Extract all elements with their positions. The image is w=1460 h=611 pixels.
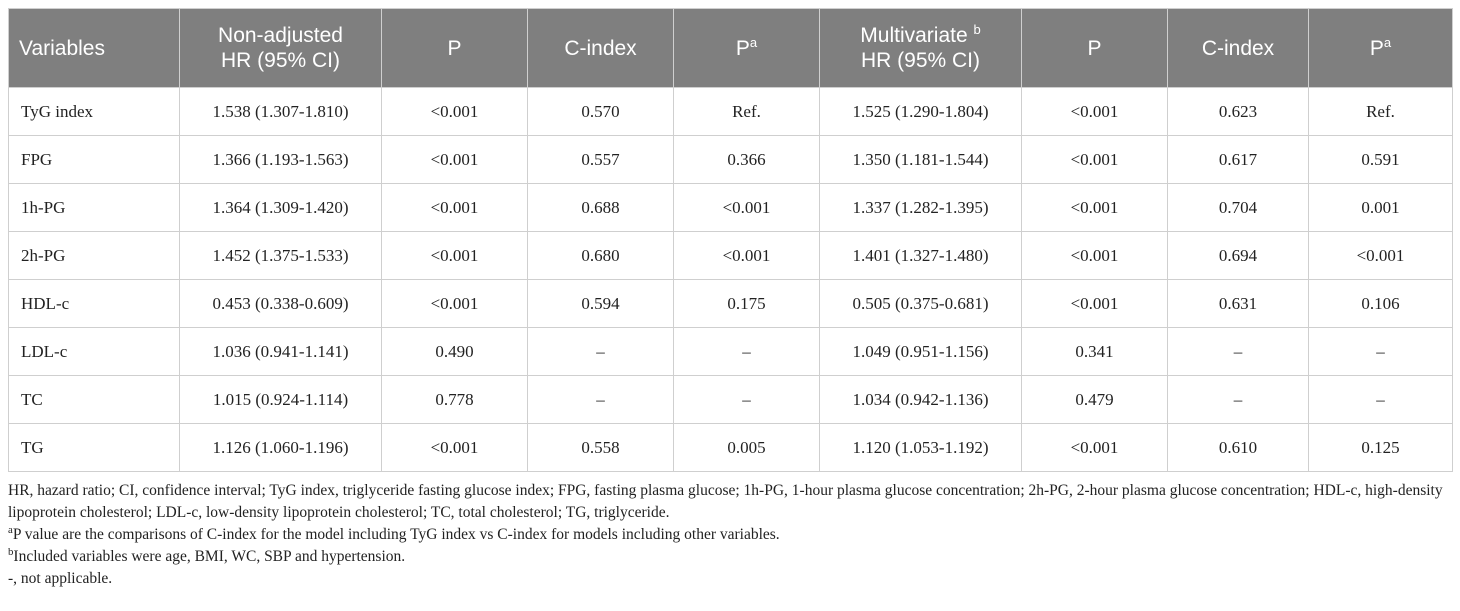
cell-p-multivariate: 0.341 (1022, 328, 1168, 376)
cell-cindex-nonadjusted: 0.594 (528, 280, 674, 328)
table-row (9, 232, 1453, 280)
cell-pa-multivariate: 0.001 (1309, 184, 1453, 232)
table-row (9, 328, 1453, 376)
footnote-b-marker: b (8, 545, 14, 558)
footnote-b-text: Included variables were age, BMI, WC, SBP and hypertension. (13, 548, 406, 565)
header-multivariate-line1 (826, 23, 1015, 48)
cell-cindex-multivariate: 0.610 (1168, 424, 1309, 472)
footnote-a (8, 524, 1452, 546)
cell-pa-nonadjusted: – (674, 328, 820, 376)
cell-hr-multivariate: 1.337 (1.282-1.395) (820, 184, 1022, 232)
cell-variable: LDL-c (9, 328, 180, 376)
cell-p-nonadjusted: <0.001 (382, 424, 528, 472)
cell-cindex-multivariate: 0.694 (1168, 232, 1309, 280)
header-variables: Variables (9, 9, 180, 88)
cell-p-multivariate: <0.001 (1022, 136, 1168, 184)
cell-variable: TyG index (9, 88, 180, 136)
cell-p-multivariate: <0.001 (1022, 424, 1168, 472)
cell-p-multivariate: 0.479 (1022, 376, 1168, 424)
cell-hr-nonadjusted: 0.453 (0.338-0.609) (180, 280, 382, 328)
cell-hr-multivariate: 1.034 (0.942-1.136) (820, 376, 1022, 424)
footnote-a-text: P value are the comparisons of C-index for the model including TyG index vs C-index for models including other variables. (12, 526, 780, 543)
cell-pa-multivariate: <0.001 (1309, 232, 1453, 280)
cell-pa-nonadjusted: 0.175 (674, 280, 820, 328)
cell-hr-nonadjusted: 1.036 (0.941-1.141) (180, 328, 382, 376)
header-multivariate-hr (820, 9, 1022, 88)
header-row (9, 9, 1453, 88)
cell-pa-nonadjusted: 0.005 (674, 424, 820, 472)
footnote-abbreviations: HR, hazard ratio; CI, confidence interval; TyG index, triglyceride fasting glucose index; FPG, fasting plasma glucose; 1h-PG, 1-hour plasma glucose concentration; 2h-PG, 2-hour plasma glucose concentration; HDL-c, high-density lipoprotein cholesterol; LDL-c, low-density lipoprotein cholesterol; TC, total cholesterol; TG, triglyceride. (8, 482, 1443, 521)
cell-pa-nonadjusted: 0.366 (674, 136, 820, 184)
cell-pa-multivariate: – (1309, 376, 1453, 424)
cell-hr-nonadjusted: 1.366 (1.193-1.563) (180, 136, 382, 184)
cell-variable: TG (9, 424, 180, 472)
table-row (9, 184, 1453, 232)
cell-hr-multivariate: 1.120 (1.053-1.192) (820, 424, 1022, 472)
cell-p-nonadjusted: 0.490 (382, 328, 528, 376)
cell-p-nonadjusted: <0.001 (382, 88, 528, 136)
cell-pa-nonadjusted: <0.001 (674, 232, 820, 280)
cell-variable: 2h-PG (9, 232, 180, 280)
cell-p-multivariate: <0.001 (1022, 232, 1168, 280)
cell-pa-multivariate: – (1309, 328, 1453, 376)
header-pa-sup: a (749, 34, 758, 50)
header-nonadjusted-line1: Non-adjusted (218, 24, 343, 47)
cell-cindex-multivariate: 0.631 (1168, 280, 1309, 328)
cell-p-multivariate: <0.001 (1022, 184, 1168, 232)
header-pa-nonadjusted (674, 9, 820, 88)
cell-hr-multivariate: 0.505 (0.375-0.681) (820, 280, 1022, 328)
header-p-multivariate: P (1022, 9, 1168, 88)
footnote-a-marker: a (8, 523, 13, 536)
header-pa-base: P (1369, 36, 1384, 60)
header-nonadjusted-hr (180, 9, 382, 88)
header-pa-sup: a (1383, 34, 1392, 50)
header-cindex-multivariate: C-index (1168, 9, 1309, 88)
table-header (9, 9, 1453, 88)
cell-cindex-nonadjusted: 0.570 (528, 88, 674, 136)
cell-hr-multivariate: 1.049 (0.951-1.156) (820, 328, 1022, 376)
cell-cindex-multivariate: 0.623 (1168, 88, 1309, 136)
cell-variable: TC (9, 376, 180, 424)
header-nonadjusted-line2: HR (95% CI) (220, 49, 341, 72)
cell-pa-multivariate: 0.106 (1309, 280, 1453, 328)
header-pa-multivariate (1309, 9, 1453, 88)
cell-cindex-nonadjusted: 0.558 (528, 424, 674, 472)
header-multivariate-text: Multivariate (860, 24, 968, 47)
table-footnotes (8, 480, 1452, 590)
cell-p-nonadjusted: <0.001 (382, 280, 528, 328)
cell-cindex-nonadjusted: 0.680 (528, 232, 674, 280)
cell-p-nonadjusted: <0.001 (382, 184, 528, 232)
cell-hr-nonadjusted: 1.015 (0.924-1.114) (180, 376, 382, 424)
cell-pa-multivariate: 0.125 (1309, 424, 1453, 472)
results-table (8, 8, 1453, 472)
table-row (9, 280, 1453, 328)
cell-hr-nonadjusted: 1.364 (1.309-1.420) (180, 184, 382, 232)
cell-variable: FPG (9, 136, 180, 184)
cell-pa-nonadjusted: – (674, 376, 820, 424)
header-p-nonadjusted: P (382, 9, 528, 88)
cell-pa-multivariate: Ref. (1309, 88, 1453, 136)
cell-hr-nonadjusted: 1.538 (1.307-1.810) (180, 88, 382, 136)
cell-p-multivariate: <0.001 (1022, 280, 1168, 328)
cell-variable: 1h-PG (9, 184, 180, 232)
cell-cindex-multivariate: 0.617 (1168, 136, 1309, 184)
cell-p-nonadjusted: <0.001 (382, 136, 528, 184)
table-row (9, 424, 1453, 472)
header-multivariate-sup: b (973, 22, 981, 37)
cell-p-nonadjusted: 0.778 (382, 376, 528, 424)
footnote-not-applicable: -, not applicable. (8, 570, 113, 587)
cell-hr-multivariate: 1.350 (1.181-1.544) (820, 136, 1022, 184)
cell-cindex-multivariate: – (1168, 376, 1309, 424)
table-row (9, 88, 1453, 136)
header-multivariate-line2: HR (95% CI) (860, 49, 981, 72)
cell-p-nonadjusted: <0.001 (382, 232, 528, 280)
cell-hr-multivariate: 1.401 (1.327-1.480) (820, 232, 1022, 280)
cell-cindex-nonadjusted: 0.557 (528, 136, 674, 184)
cell-cindex-nonadjusted: 0.688 (528, 184, 674, 232)
cell-cindex-multivariate: – (1168, 328, 1309, 376)
cell-hr-nonadjusted: 1.126 (1.060-1.196) (180, 424, 382, 472)
table-body (9, 88, 1453, 472)
cell-variable: HDL-c (9, 280, 180, 328)
header-pa-base: P (735, 36, 750, 60)
table-row (9, 376, 1453, 424)
cell-cindex-nonadjusted: – (528, 328, 674, 376)
header-cindex-nonadjusted: C-index (528, 9, 674, 88)
table-figure (8, 8, 1452, 590)
cell-hr-nonadjusted: 1.452 (1.375-1.533) (180, 232, 382, 280)
footnote-b (8, 546, 1452, 568)
table-row (9, 136, 1453, 184)
cell-pa-nonadjusted: Ref. (674, 88, 820, 136)
cell-p-multivariate: <0.001 (1022, 88, 1168, 136)
cell-cindex-nonadjusted: – (528, 376, 674, 424)
cell-pa-nonadjusted: <0.001 (674, 184, 820, 232)
cell-cindex-multivariate: 0.704 (1168, 184, 1309, 232)
cell-hr-multivariate: 1.525 (1.290-1.804) (820, 88, 1022, 136)
cell-pa-multivariate: 0.591 (1309, 136, 1453, 184)
